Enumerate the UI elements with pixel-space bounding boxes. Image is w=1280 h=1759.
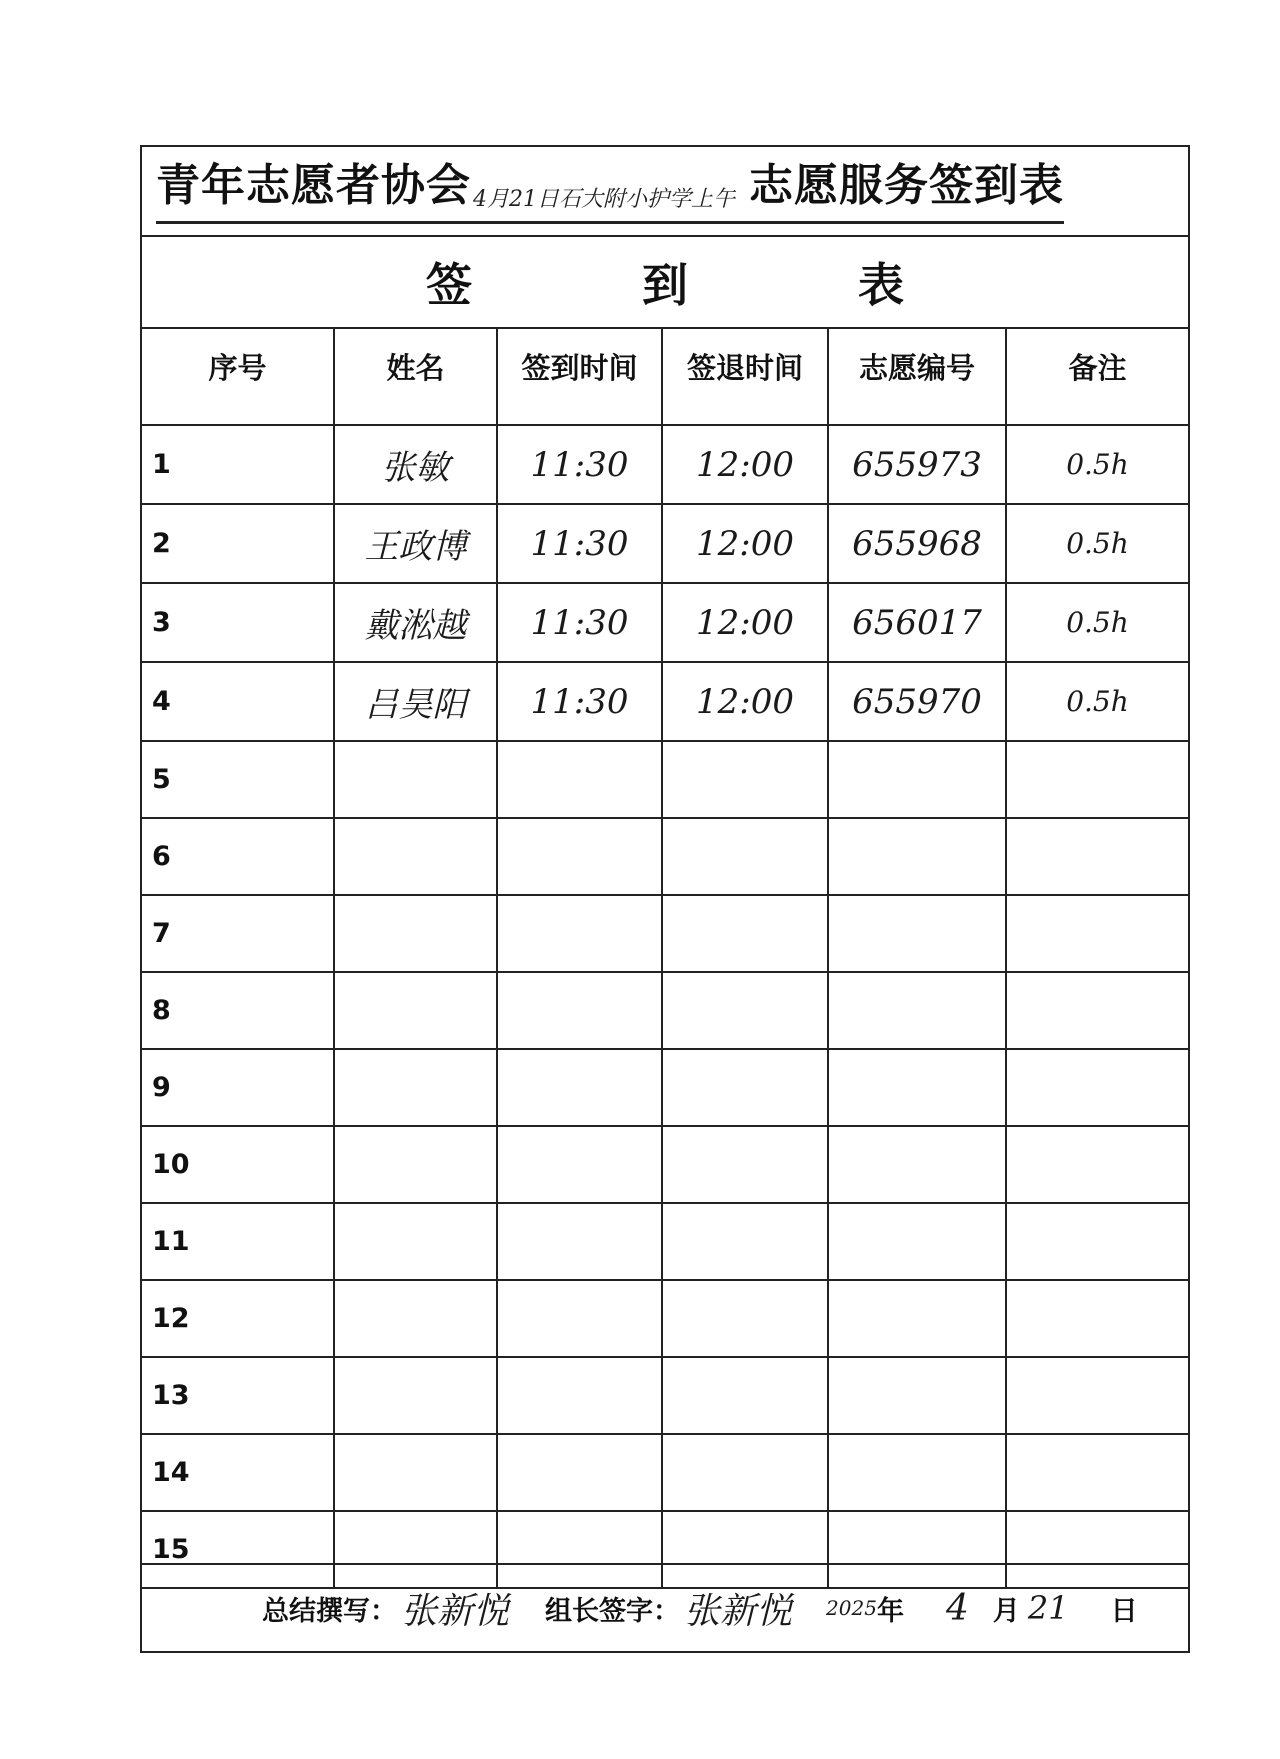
cell-sign-out-time: 12:00	[662, 425, 828, 504]
cell-sign-in-time: 11:30	[497, 504, 662, 583]
footer	[142, 1563, 1188, 1651]
cell-name	[334, 1357, 497, 1434]
date-day: 21	[1027, 1589, 1069, 1627]
cell-volunteer-id	[828, 1126, 1006, 1203]
cell-no: 2	[142, 504, 334, 583]
table-row	[142, 1357, 1188, 1434]
cell-name	[334, 1049, 497, 1126]
cell-note	[1006, 1049, 1188, 1126]
cell-name: 张敏	[334, 425, 497, 504]
cell-volunteer-id: 655973	[828, 425, 1006, 504]
cell-sign-out-time	[662, 741, 828, 818]
subtitle: 签到表	[426, 258, 1074, 312]
cell-name	[334, 895, 497, 972]
cell-note: 0.5h	[1006, 583, 1188, 662]
summary-signature: 张新悦	[401, 1590, 510, 1632]
cell-sign-in-time	[497, 1203, 662, 1280]
table-row	[142, 583, 1188, 662]
cell-sign-in-time	[497, 1280, 662, 1357]
cell-sign-out-time	[662, 895, 828, 972]
cell-sign-out-time	[662, 1126, 828, 1203]
cell-no: 7	[142, 895, 334, 972]
cell-sign-in-time: 11:30	[497, 662, 662, 741]
subtitle-row	[142, 237, 1188, 329]
cell-no: 5	[142, 741, 334, 818]
cell-volunteer-id: 655970	[828, 662, 1006, 741]
table-row	[142, 1126, 1188, 1203]
cell-note: 0.5h	[1006, 662, 1188, 741]
cell-sign-in-time	[497, 972, 662, 1049]
cell-sign-in-time: 11:30	[497, 425, 662, 504]
date-month: 4	[945, 1587, 969, 1629]
cell-no: 3	[142, 583, 334, 662]
cell-note	[1006, 1203, 1188, 1280]
cell-volunteer-id	[828, 818, 1006, 895]
cell-name	[334, 1434, 497, 1511]
cell-sign-out-time	[662, 1434, 828, 1511]
cell-note	[1006, 1280, 1188, 1357]
cell-volunteer-id	[828, 1203, 1006, 1280]
cell-volunteer-id	[828, 1049, 1006, 1126]
cell-name	[334, 1126, 497, 1203]
summary-label: 总结撰写：	[262, 1595, 397, 1627]
cell-note	[1006, 741, 1188, 818]
cell-no: 4	[142, 662, 334, 741]
cell-name: 王政博	[334, 504, 497, 583]
cell-volunteer-id	[828, 895, 1006, 972]
cell-sign-out-time	[662, 972, 828, 1049]
cell-no: 11	[142, 1203, 334, 1280]
table-row	[142, 425, 1188, 504]
cell-sign-out-time	[662, 1280, 828, 1357]
cell-sign-out-time	[662, 1357, 828, 1434]
cell-no: 13	[142, 1357, 334, 1434]
table-row	[142, 504, 1188, 583]
title-handwritten-event: 4月21日石大附小护学上午	[473, 186, 735, 212]
cell-note	[1006, 818, 1188, 895]
table-row	[142, 1434, 1188, 1511]
cell-note: 0.5h	[1006, 425, 1188, 504]
cell-no: 8	[142, 972, 334, 1049]
table-row	[142, 972, 1188, 1049]
cell-volunteer-id: 656017	[828, 583, 1006, 662]
table-body	[142, 425, 1188, 1588]
cell-name	[334, 818, 497, 895]
cell-volunteer-id	[828, 1434, 1006, 1511]
cell-name	[334, 741, 497, 818]
cell-note	[1006, 1126, 1188, 1203]
cell-sign-in-time	[497, 1357, 662, 1434]
cell-volunteer-id: 655968	[828, 504, 1006, 583]
cell-sign-out-time: 12:00	[662, 504, 828, 583]
sign-in-table	[142, 329, 1188, 1589]
cell-name	[334, 972, 497, 1049]
cell-sign-in-time	[497, 1126, 662, 1203]
date-year: 2025	[826, 1596, 877, 1620]
leader-signature: 张新悦	[684, 1590, 793, 1632]
column-header-no: 序号	[142, 329, 334, 425]
table-row	[142, 818, 1188, 895]
cell-name: 戴淞越	[334, 583, 497, 662]
cell-sign-out-time: 12:00	[662, 662, 828, 741]
page-title	[156, 159, 1064, 224]
cell-no: 15	[142, 1511, 334, 1588]
title-org: 青年志愿者协会	[156, 159, 471, 211]
cell-no: 6	[142, 818, 334, 895]
cell-sign-out-time	[662, 1203, 828, 1280]
leader-label: 组长签字：	[545, 1595, 681, 1627]
column-header-name: 姓名	[334, 329, 497, 425]
cell-name	[334, 1203, 497, 1280]
table-row	[142, 741, 1188, 818]
cell-volunteer-id	[828, 741, 1006, 818]
table-row	[142, 1049, 1188, 1126]
column-header-sign-out-time: 签退时间	[662, 329, 828, 425]
cell-sign-in-time: 11:30	[497, 583, 662, 662]
date-month-label: 月	[992, 1595, 1020, 1627]
date-year-label: 年	[876, 1595, 904, 1627]
cell-no: 14	[142, 1434, 334, 1511]
cell-name: 吕昊阳	[334, 662, 497, 741]
table-row	[142, 1203, 1188, 1280]
cell-name	[334, 1280, 497, 1357]
title-suffix: 志愿服务签到表	[749, 159, 1064, 211]
column-header-sign-in-time: 签到时间	[497, 329, 662, 425]
cell-note	[1006, 895, 1188, 972]
cell-sign-in-time	[497, 1434, 662, 1511]
cell-sign-in-time	[497, 741, 662, 818]
column-header-note: 备注	[1006, 329, 1188, 425]
cell-note	[1006, 1357, 1188, 1434]
cell-sign-in-time	[497, 895, 662, 972]
sign-in-sheet	[140, 145, 1190, 1653]
cell-sign-in-time	[497, 1049, 662, 1126]
table-row	[142, 895, 1188, 972]
table-row	[142, 662, 1188, 741]
title-row	[142, 147, 1188, 237]
cell-note	[1006, 972, 1188, 1049]
cell-no: 1	[142, 425, 334, 504]
cell-volunteer-id	[828, 1357, 1006, 1434]
cell-no: 10	[142, 1126, 334, 1203]
cell-note: 0.5h	[1006, 504, 1188, 583]
date-day-label: 日	[1110, 1595, 1138, 1627]
cell-sign-in-time	[497, 818, 662, 895]
table-row	[142, 1280, 1188, 1357]
cell-sign-out-time	[662, 818, 828, 895]
cell-no: 12	[142, 1280, 334, 1357]
cell-volunteer-id	[828, 972, 1006, 1049]
cell-no: 9	[142, 1049, 334, 1126]
cell-sign-out-time	[662, 1049, 828, 1126]
column-header-volunteer-id: 志愿编号	[828, 329, 1006, 425]
cell-sign-out-time: 12:00	[662, 583, 828, 662]
table-header-row	[142, 329, 1188, 425]
cell-note	[1006, 1434, 1188, 1511]
cell-volunteer-id	[828, 1280, 1006, 1357]
